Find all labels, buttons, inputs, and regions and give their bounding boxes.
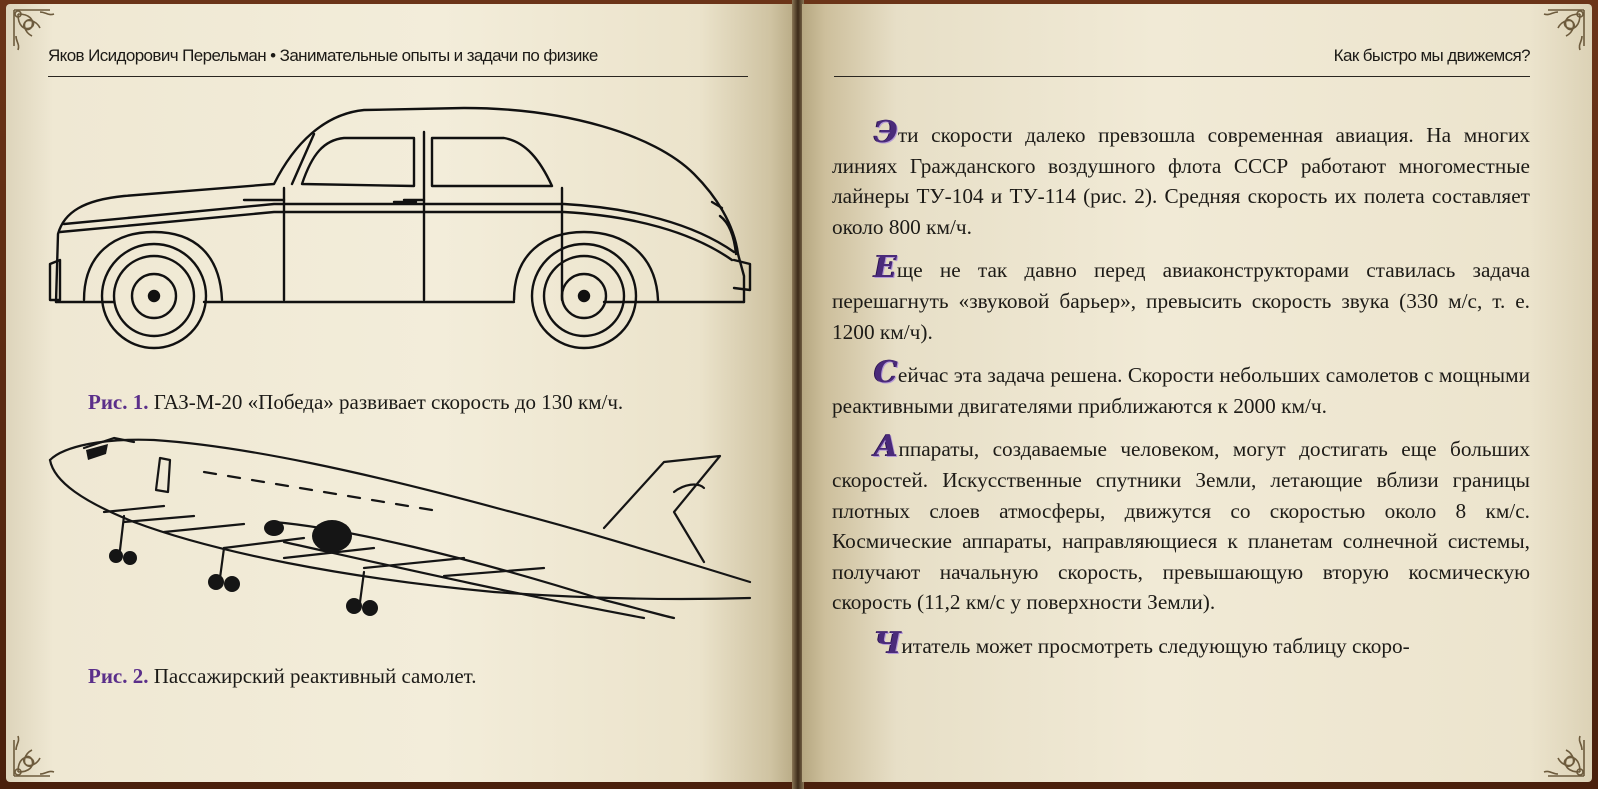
paragraph [832,429,1530,618]
paragraph [832,625,1530,662]
header-rule [48,76,748,77]
figure-1-caption [88,390,623,415]
paragraph [832,250,1530,347]
left-page[interactable] [6,4,794,782]
corner-ornament-icon [1524,6,1588,70]
paragraph [832,355,1530,421]
header-rule [834,76,1530,77]
drop-cap: А [874,429,899,465]
paragraph-text: ппараты, создаваемые человеком, могут достигать еще больших скоростей. Искусственные спутники Земли, летающие вблизи границы плотных слоев атмосферы, движутся со скоростью около 8 км/с. Космические аппараты, направляющиеся к планетам солнечной системы, получают начальную скорость, превышающую вторую космическую скорость (11,2 км/с у поверхности Земли). [832,437,1530,615]
paragraph-text: итатель может просмотреть следующую таблицу скоро- [901,633,1410,658]
running-header-left [48,46,598,66]
right-page[interactable] [802,4,1592,782]
paragraph-text: ще не так давно перед авиаконструкторами ставилась задача перешагнуть «звуковой барьер», превысить скорость звука (330 м/с, т. е. 1200 км/ч). [832,258,1530,344]
paragraph-text: ти скорости далеко превзошла современная авиация. На многих линиях Гражданского воздушного флота СССР работают многоместные лайнеры ТУ-104 и ТУ-114 (рис. 2). Средняя скорость их полета составляет около 800 км/ч. [832,123,1530,239]
paragraph [832,115,1530,242]
corner-ornament-icon [1524,716,1588,780]
drop-cap: Э [874,115,898,150]
car-illustration [44,104,752,354]
figure-2-label: Рис. 2. [88,664,149,688]
figure-2-text: Пассажирский реактивный самолет. [153,664,477,688]
body-text [832,115,1530,675]
paragraph-text: ейчас эта задача решена. Скорости небольших самолетов с мощными реактивными двигателями приближаются к 2000 км/ч. [832,363,1530,418]
drop-cap: Ч [874,625,902,661]
running-header-right: Как быстро мы движемся? [1333,46,1530,65]
drop-cap: Е [874,250,897,286]
figure-1-label: Рис. 1. [88,390,149,414]
header-separator: • [270,46,276,65]
figure-1-text: ГАЗ-М-20 «Победа» развивает скорость до 130 км/ч. [153,390,624,414]
corner-ornament-icon [10,716,74,780]
drop-cap: С [874,355,898,391]
figure-2-caption [88,664,477,689]
header-author: Яков Исидорович Перельман [48,46,267,65]
airplane-sketch [44,432,752,632]
header-book-title: Занимательные опыты и задачи по физике [279,46,598,65]
